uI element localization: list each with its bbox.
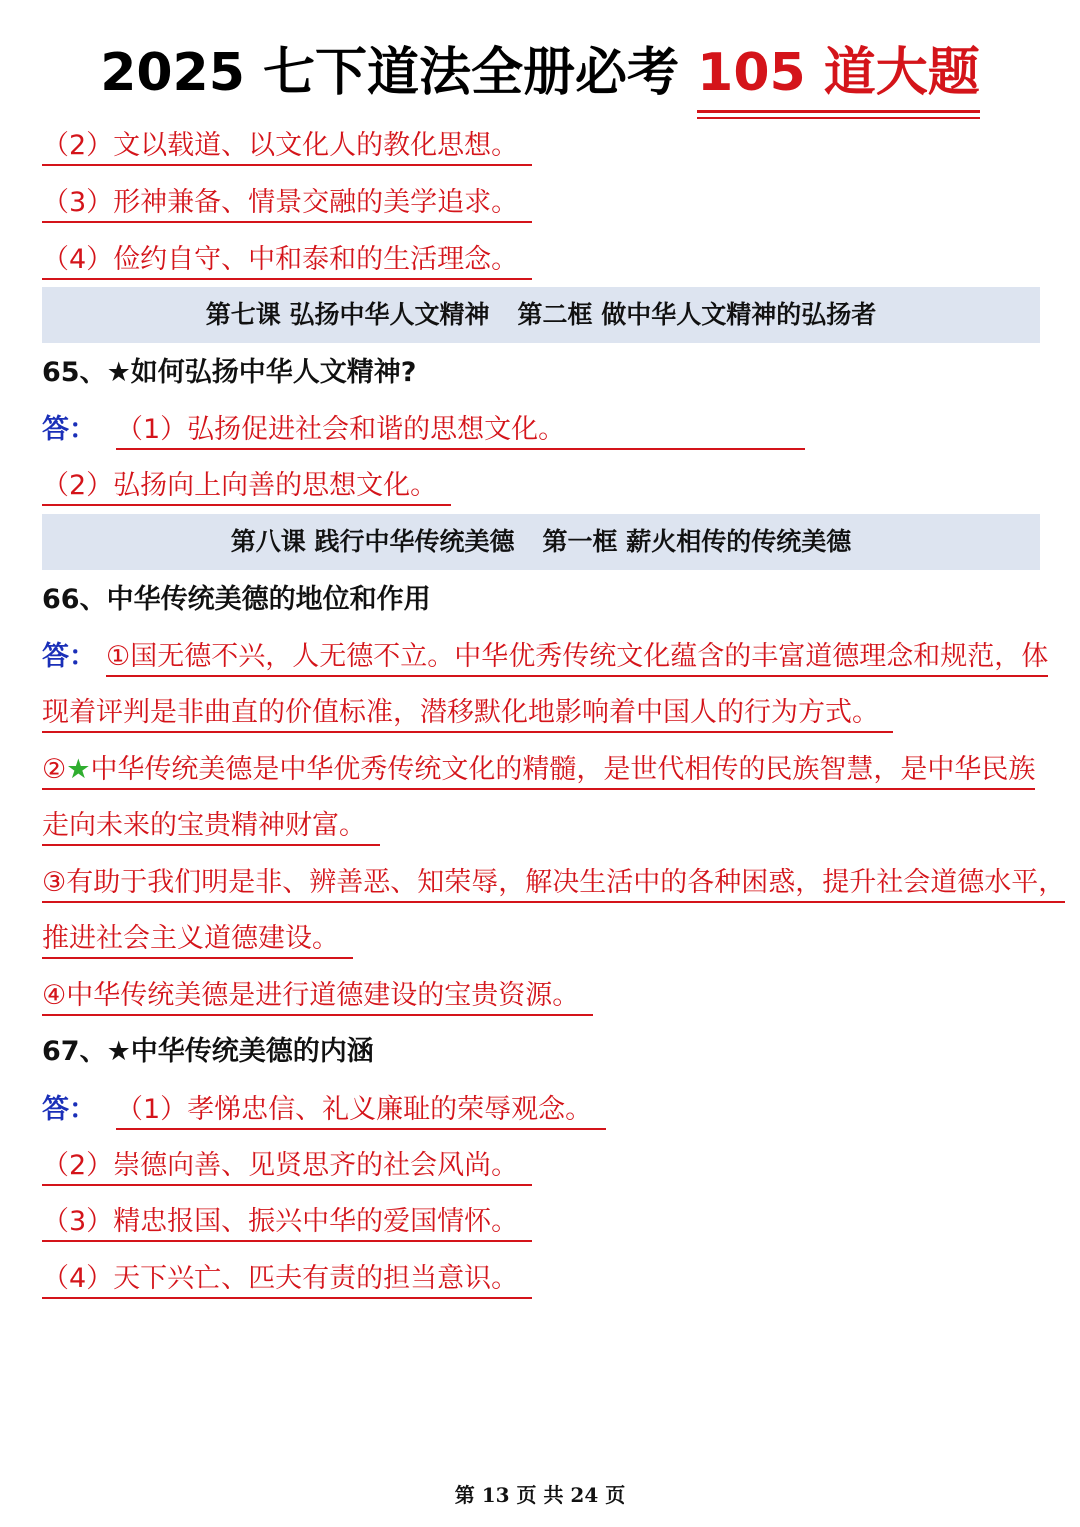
section-frame: 第一框 薪火相传的传统美德 (542, 527, 852, 556)
title-main: 2025 七下道法全册必考 (100, 43, 680, 103)
intro-item: （4）俭约自守、中和泰和的生活理念。 (42, 240, 532, 280)
answer-label: 答： (42, 414, 96, 445)
intro-item: （2）文以载道、以文化人的教化思想。 (42, 126, 532, 166)
answer-line: ④中华传统美德是进行道德建设的宝贵资源。 (42, 976, 593, 1016)
answer-label: 答： (42, 641, 96, 672)
answer-line: ②★中华传统美德是中华优秀传统文化的精髓，是世代相传的民族智慧，是中华民族 (42, 750, 1035, 790)
answer-line: 答： （1）弘扬促进社会和谐的思想文化。 (42, 410, 805, 450)
answer-label: 答： (42, 1094, 96, 1125)
answer-line: 答： ①国无德不兴，人无德不立。中华优秀传统文化蕴含的丰富道德理念和规范，体 (42, 637, 1048, 677)
section-heading (42, 287, 1040, 343)
answer-line: ③有助于我们明是非、辨善恶、知荣辱，解决生活中的各种困惑，提升社会道德水平， (42, 863, 1065, 903)
intro-item: （3）形神兼备、情景交融的美学追求。 (42, 183, 532, 223)
page-number: 第 13 页 共 24 页 (454, 1483, 626, 1507)
answer-line: 现着评判是非曲直的价值标准，潜移默化地影响着中国人的行为方式。 (42, 693, 893, 733)
title-highlight: 105 道大题 (697, 38, 980, 113)
section-heading (42, 514, 1040, 570)
question-67: 67、★中华传统美德的内涵 (42, 1036, 374, 1067)
answer-line: （2）崇德向善、见贤思齐的社会风尚。 (42, 1146, 532, 1186)
section-lesson: 第八课 践行中华传统美德 (230, 527, 515, 556)
question-66: 66、中华传统美德的地位和作用 (42, 584, 431, 615)
section-frame: 第二框 做中华人文精神的弘扬者 (517, 300, 877, 329)
answer-line: 推进社会主义道德建设。 (42, 919, 353, 959)
page-title (0, 38, 1080, 113)
answer-line: 答： （1）孝悌忠信、礼义廉耻的荣辱观念。 (42, 1090, 606, 1130)
question-65: 65、★如何弘扬中华人文精神? (42, 357, 417, 388)
star-icon: ★ (66, 754, 91, 785)
answer-line: （3）精忠报国、振兴中华的爱国情怀。 (42, 1202, 532, 1242)
answer-line: 走向未来的宝贵精神财富。 (42, 806, 380, 846)
answer-line: （2）弘扬向上向善的思想文化。 (42, 466, 451, 506)
section-lesson: 第七课 弘扬中华人文精神 (205, 300, 490, 329)
answer-line: （4）天下兴亡、匹夫有责的担当意识。 (42, 1259, 532, 1299)
